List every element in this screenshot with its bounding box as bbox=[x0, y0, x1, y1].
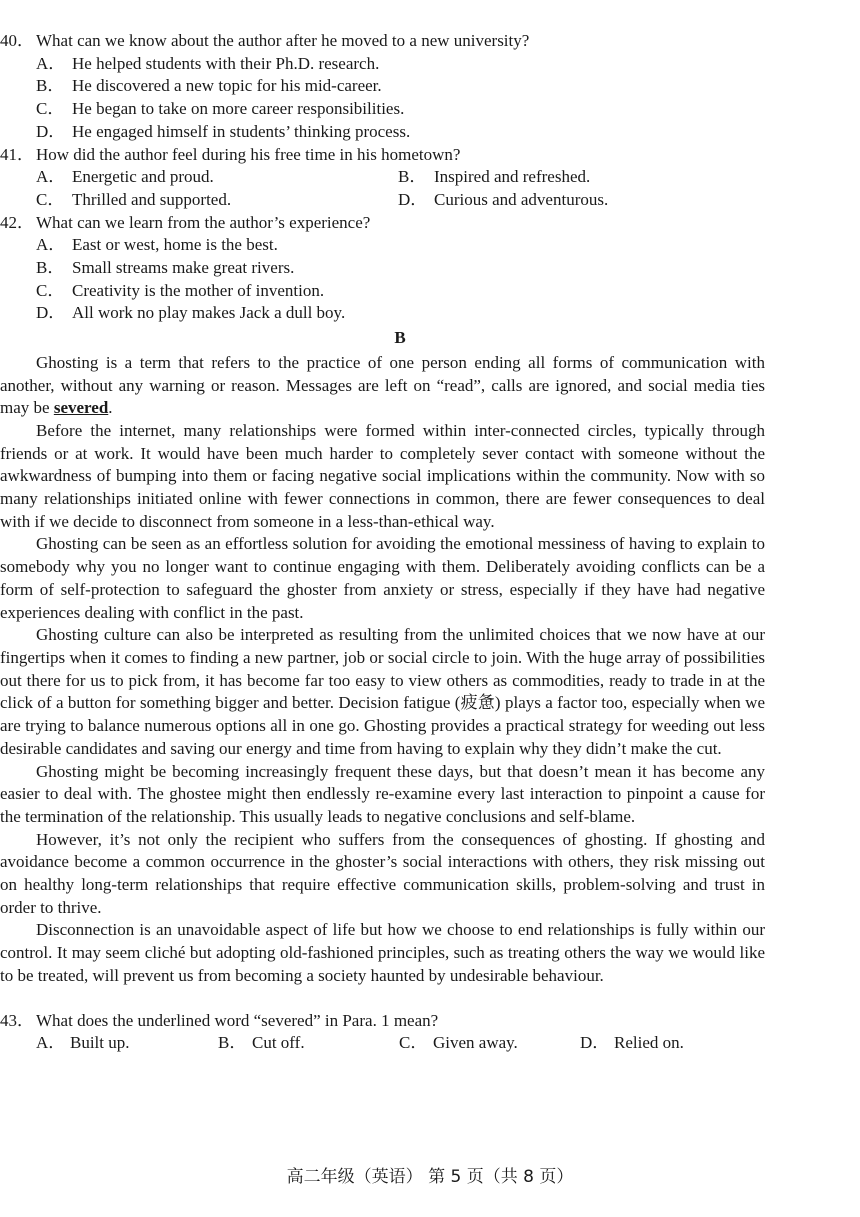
option-letter: A． bbox=[36, 53, 66, 73]
option-text: Cut off. bbox=[252, 1033, 305, 1053]
option-a bbox=[36, 166, 398, 189]
option-row bbox=[0, 166, 800, 189]
option-letter: C． bbox=[36, 280, 65, 300]
option-d bbox=[0, 302, 800, 325]
option-text: Given away. bbox=[433, 1033, 518, 1053]
option-letter: C． bbox=[36, 99, 65, 119]
option-text: He discovered a new topic for his mid-career. bbox=[72, 76, 382, 96]
question-42 bbox=[0, 212, 800, 235]
option-row bbox=[0, 1032, 800, 1055]
option-letter: D． bbox=[398, 189, 428, 209]
option-a bbox=[36, 1032, 218, 1055]
question-number: 43． bbox=[0, 1010, 34, 1030]
question-text: What can we know about the author after he moved to a new university? bbox=[36, 31, 530, 50]
option-letter: A． bbox=[36, 235, 66, 255]
option-text: Built up. bbox=[70, 1033, 130, 1053]
option-letter: B． bbox=[398, 167, 427, 187]
question-number: 42． bbox=[0, 212, 34, 232]
passage-paragraph-5: Ghosting might be becoming increasingly frequent these days, but that doesn’t mean it has become any easier to deal with. The ghostee might then endlessly re-examine every last interaction to pinpoint a cause for the termination of the relationship. This usually leads to negative conclusions and self-blame. bbox=[0, 761, 765, 826]
option-text: Curious and adventurous. bbox=[434, 189, 609, 209]
question-text: What can we learn from the author’s experience? bbox=[36, 212, 371, 232]
exam-page bbox=[0, 30, 800, 1055]
option-letter: A． bbox=[36, 167, 66, 187]
option-c bbox=[0, 280, 800, 303]
passage-paragraph-2: Before the internet, many relationships were formed within inter-connected circles, typically through friends or at work. It would have been much harder to completely sever contact with someone without the awkwardness of bumping into them or facing negative social implications within the community. Now with so many relationships initiated online with fewer connections in common, there are fewer consequences to deal with if we decide to disconnect from someone in a less-than-ethical way. bbox=[0, 420, 765, 531]
option-d bbox=[580, 1032, 684, 1055]
option-letter: D． bbox=[36, 121, 66, 141]
option-c bbox=[36, 189, 398, 212]
option-text: He helped students with their Ph.D. research. bbox=[72, 53, 380, 73]
underlined-word: severed bbox=[53, 398, 109, 418]
option-c bbox=[0, 98, 800, 121]
question-43 bbox=[0, 1010, 800, 1033]
question-41 bbox=[0, 144, 800, 167]
option-b bbox=[0, 257, 800, 280]
option-text: Thrilled and supported. bbox=[72, 189, 232, 209]
option-letter: D． bbox=[36, 303, 66, 323]
option-text: Relied on. bbox=[614, 1033, 684, 1053]
passage-paragraph-6: However, it’s not only the recipient who suffers from the consequences of ghosting. If ghosting and avoidance become a common occurrence in the ghoster’s social interactions with others, they risk missing out on healthy long-term relationships that require effective communication skills, problem-solving and trust in order to thrive. bbox=[0, 829, 765, 917]
paragraph-text: . bbox=[108, 398, 113, 418]
option-letter: C． bbox=[399, 1033, 428, 1053]
option-text: Energetic and proud. bbox=[72, 167, 214, 187]
option-letter: B． bbox=[36, 76, 65, 96]
option-b bbox=[398, 166, 760, 189]
passage-paragraph-3: Ghosting can be seen as an effortless solution for avoiding the emotional messiness of having to explain to somebody why you no longer want to continue engaging with them. Deliberately avoiding conflicts can be a form of self-protection to safeguard the ghoster from anxiety or stress, especially if they have had negative experiences dealing with conflict in the past. bbox=[0, 534, 765, 622]
question-number: 40． bbox=[0, 31, 34, 50]
option-text: Inspired and refreshed. bbox=[434, 167, 591, 187]
option-a bbox=[0, 234, 800, 257]
option-text: Creativity is the mother of invention. bbox=[72, 280, 325, 300]
option-d bbox=[398, 189, 760, 212]
option-row bbox=[0, 189, 800, 212]
question-40 bbox=[0, 30, 800, 53]
option-text: East or west, home is the best. bbox=[72, 235, 278, 255]
option-b bbox=[0, 75, 800, 98]
passage-paragraph-4: Ghosting culture can also be interpreted as resulting from the unlimited choices that we now have at our fingertips when it comes to finding a new partner, job or social circle to join. With the huge array of possibilities out there for us to pick from, it has become far too easy to view others as commodities, ready to trade in at the click of a button for something bigger and better. Decision fatigue (疲惫) plays a factor too, especially when we are trying to balance numerous options all in one go. Ghosting provides a practical strategy for weeding out less desirable candidates and saving our energy and time from having to explain why they didn’t make the cut. bbox=[0, 625, 765, 758]
option-letter: C． bbox=[36, 189, 65, 209]
option-letter: A． bbox=[36, 1033, 66, 1053]
option-letter: D． bbox=[580, 1033, 610, 1053]
question-number: 41． bbox=[0, 144, 34, 164]
paragraph-text: Ghosting is a term that refers to the practice of one person ending all forms of communication with another, without any warning or reason. Messages are left on “read”, calls are ignored, and social media ties may be bbox=[0, 352, 765, 418]
option-letter: B． bbox=[36, 258, 65, 278]
option-letter: B． bbox=[218, 1033, 247, 1053]
section-heading: B bbox=[394, 328, 406, 348]
option-text: All work no play makes Jack a dull boy. bbox=[72, 303, 346, 323]
page-footer: 高二年级（英语） 第 5 页（共 8 页） bbox=[286, 1167, 574, 1187]
option-text: Small streams make great rivers. bbox=[72, 258, 295, 278]
question-text: How did the author feel during his free time in his hometown? bbox=[36, 144, 461, 164]
passage-paragraph-7: Disconnection is an unavoidable aspect of life but how we choose to end relationships is fully within our control. It may seem cliché but adopting old-fashioned principles, such as treating others the way we would like to be treated, will prevent us from becoming a society haunted by undesirable behaviour. bbox=[0, 920, 765, 985]
spacer bbox=[0, 988, 800, 1010]
option-d bbox=[0, 121, 800, 144]
option-text: He engaged himself in students’ thinking process. bbox=[72, 121, 411, 141]
option-c bbox=[399, 1032, 580, 1055]
option-text: He began to take on more career responsibilities. bbox=[72, 99, 405, 119]
option-b bbox=[218, 1032, 399, 1055]
question-text: What does the underlined word “severed” in Para. 1 mean? bbox=[36, 1010, 439, 1030]
option-a bbox=[0, 53, 800, 76]
passage-paragraph-1 bbox=[0, 352, 765, 420]
